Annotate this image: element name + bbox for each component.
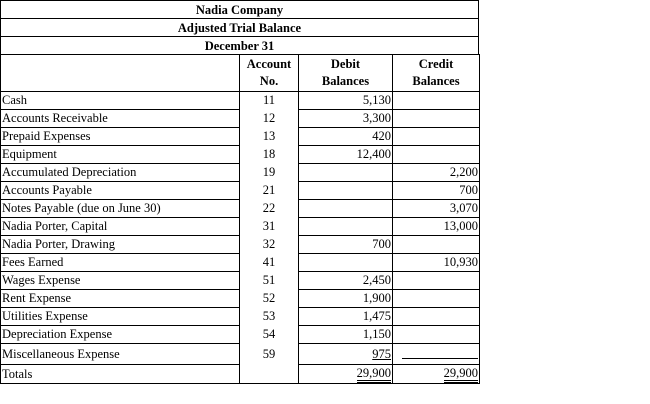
table-row [1,164,480,182]
credit-balance [393,308,480,326]
debit-balance [299,218,393,236]
table-row [1,272,480,290]
balances-table [0,54,480,384]
total-credit [393,365,480,384]
debit-balance: 420 [299,128,393,146]
debit-balance: 1,475 [299,308,393,326]
account-no: 59 [240,344,299,365]
account-no: 13 [240,128,299,146]
credit-balance [393,236,480,254]
table-row [1,236,480,254]
credit-balance: 2,200 [393,164,480,182]
account-name: Miscellaneous Expense [1,344,240,365]
credit-balance [393,272,480,290]
table-row [1,308,480,326]
credit-balance: 10,930 [393,254,480,272]
account-name: Accumulated Depreciation [1,164,240,182]
account-name: Nadia Porter, Drawing [1,236,240,254]
debit-balance: 12,400 [299,146,393,164]
account-name: Notes Payable (due on June 30) [1,200,240,218]
credit-balance [393,128,480,146]
account-no-header-line2: No. [259,74,279,88]
table-row [1,344,480,365]
account-no: 22 [240,200,299,218]
account-name: Utilities Expense [1,308,240,326]
column-header-row [1,55,480,92]
totals-label: Totals [1,365,240,384]
statement-date: December 31 [0,36,479,54]
credit-balance [393,290,480,308]
table-row [1,326,480,344]
table-row [1,128,480,146]
credit-balance: 13,000 [393,218,480,236]
account-no: 12 [240,110,299,128]
account-name: Prepaid Expenses [1,128,240,146]
debit-balance [299,344,393,365]
account-no: 54 [240,326,299,344]
debit-balance: 2,450 [299,272,393,290]
account-name: Nadia Porter, Capital [1,218,240,236]
debit-balance [299,164,393,182]
credit-header-line1: Credit [418,57,454,71]
debit-balance: 1,150 [299,326,393,344]
account-no: 52 [240,290,299,308]
account-no: 18 [240,146,299,164]
account-name: Equipment [1,146,240,164]
account-no: 19 [240,164,299,182]
debit-balance [299,182,393,200]
account-name: Fees Earned [1,254,240,272]
credit-header-line2: Balances [412,74,460,88]
debit-balance: 1,900 [299,290,393,308]
account-no: 32 [240,236,299,254]
debit-balance: 5,130 [299,92,393,110]
account-no: 51 [240,272,299,290]
table-row [1,218,480,236]
company-name: Nadia Company [0,0,479,18]
account-no: 41 [240,254,299,272]
total-credit-value: 29,900 [444,367,478,383]
account-name: Cash [1,92,240,110]
debit-header [299,55,393,92]
account-name: Accounts Receivable [1,110,240,128]
credit-balance: 3,070 [393,200,480,218]
account-name: Depreciation Expense [1,326,240,344]
credit-balance-rule [402,344,478,359]
debit-balance-underlined: 975 [372,346,391,361]
table-row [1,110,480,128]
table-row [1,182,480,200]
account-no: 11 [240,92,299,110]
credit-balance [393,146,480,164]
table-row [1,290,480,308]
credit-balance [393,110,480,128]
account-name: Rent Expense [1,290,240,308]
credit-balance [393,344,480,365]
credit-balance: 700 [393,182,480,200]
credit-balance [393,326,480,344]
totals-row [1,365,480,384]
debit-header-line1: Debit [330,57,361,71]
credit-header [393,55,480,92]
total-debit [299,365,393,384]
account-name: Wages Expense [1,272,240,290]
account-name-header [1,55,240,92]
debit-header-line2: Balances [321,74,370,88]
statement-title: Adjusted Trial Balance [0,18,479,36]
table-row [1,92,480,110]
totals-account-no [240,365,299,384]
account-no: 31 [240,218,299,236]
account-no-header-line1: Account [246,57,292,71]
credit-balance [393,92,480,110]
table-row [1,200,480,218]
account-rows [1,92,480,384]
debit-balance [299,200,393,218]
table-row [1,254,480,272]
debit-balance [299,254,393,272]
account-name: Accounts Payable [1,182,240,200]
debit-balance: 3,300 [299,110,393,128]
account-no-header [240,55,299,92]
account-no: 21 [240,182,299,200]
table-row [1,146,480,164]
debit-balance: 700 [299,236,393,254]
total-debit-value: 29,900 [357,367,391,383]
account-no: 53 [240,308,299,326]
